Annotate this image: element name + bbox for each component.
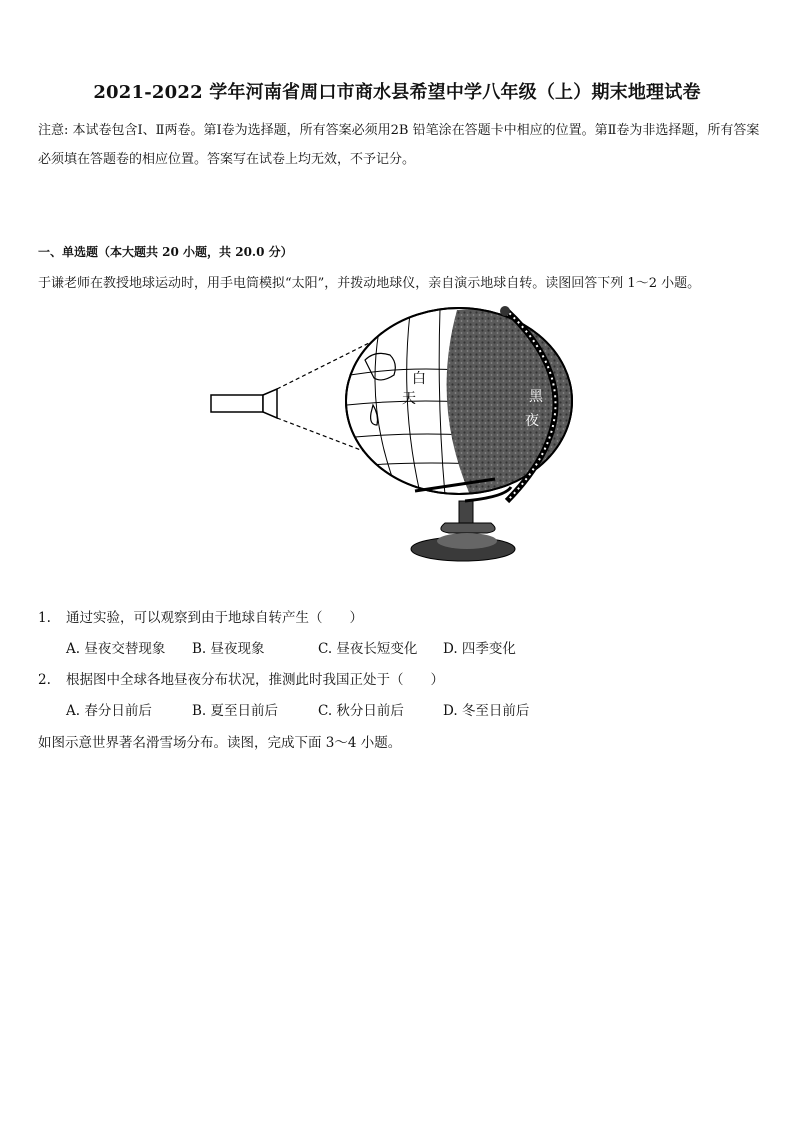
question-text: 通过实验，可以观察到由于地球自转产生（ ）	[66, 610, 363, 626]
page-title: 2021-2022 学年河南省周口市商水县希望中学八年级（上）期末地理试卷	[93, 82, 701, 103]
exam-notice: 注意: 本试卷包含Ⅰ、Ⅱ两卷。第Ⅰ卷为选择题，所有答案必须用2B 铅笔涂在答题卡中相应的位置。第Ⅱ卷为非选择题，所有答案必须填在答题卷的相应位置。答案写在试卷上均无效，不予记分。	[38, 123, 760, 167]
option-b[interactable]: B. 昼夜现象	[192, 641, 265, 657]
day-label: 白	[412, 371, 426, 387]
section-heading: 一、单选题（本大题共 20 小题，共 20.0 分）	[38, 245, 293, 259]
question-text: 根据图中全球各地昼夜分布状况，推测此时我国正处于（ ）	[66, 672, 444, 688]
night-label: 黑	[529, 389, 543, 405]
night-label: 夜	[525, 413, 539, 429]
option-d[interactable]: D. 四季变化	[443, 641, 516, 657]
question-number: 1.	[38, 610, 51, 626]
question-group-intro: 如图示意世界著名滑雪场分布。读图，完成下面 3～4 小题。	[38, 735, 402, 751]
flashlight-icon	[211, 389, 277, 418]
globe-flashlight-figure	[205, 305, 595, 567]
option-a[interactable]: A. 昼夜交替现象	[66, 641, 166, 657]
question-number: 2.	[38, 672, 51, 688]
option-a[interactable]: A. 春分日前后	[66, 703, 152, 719]
option-d[interactable]: D. 冬至日前后	[443, 703, 530, 719]
option-c[interactable]: C. 秋分日前后	[318, 703, 404, 719]
question-2	[38, 668, 444, 688]
day-label: 天	[402, 391, 416, 407]
question-group-intro: 于谦老师在教授地球运动时，用手电筒模拟“太阳”，并拨动地球仪，亲自演示地球自转。读图回答下列 1～2 小题。	[38, 276, 701, 291]
option-b[interactable]: B. 夏至日前后	[192, 703, 279, 719]
option-c[interactable]: C. 昼夜长短变化	[318, 641, 418, 657]
question-1	[38, 606, 363, 626]
globe-illustration	[205, 305, 595, 567]
